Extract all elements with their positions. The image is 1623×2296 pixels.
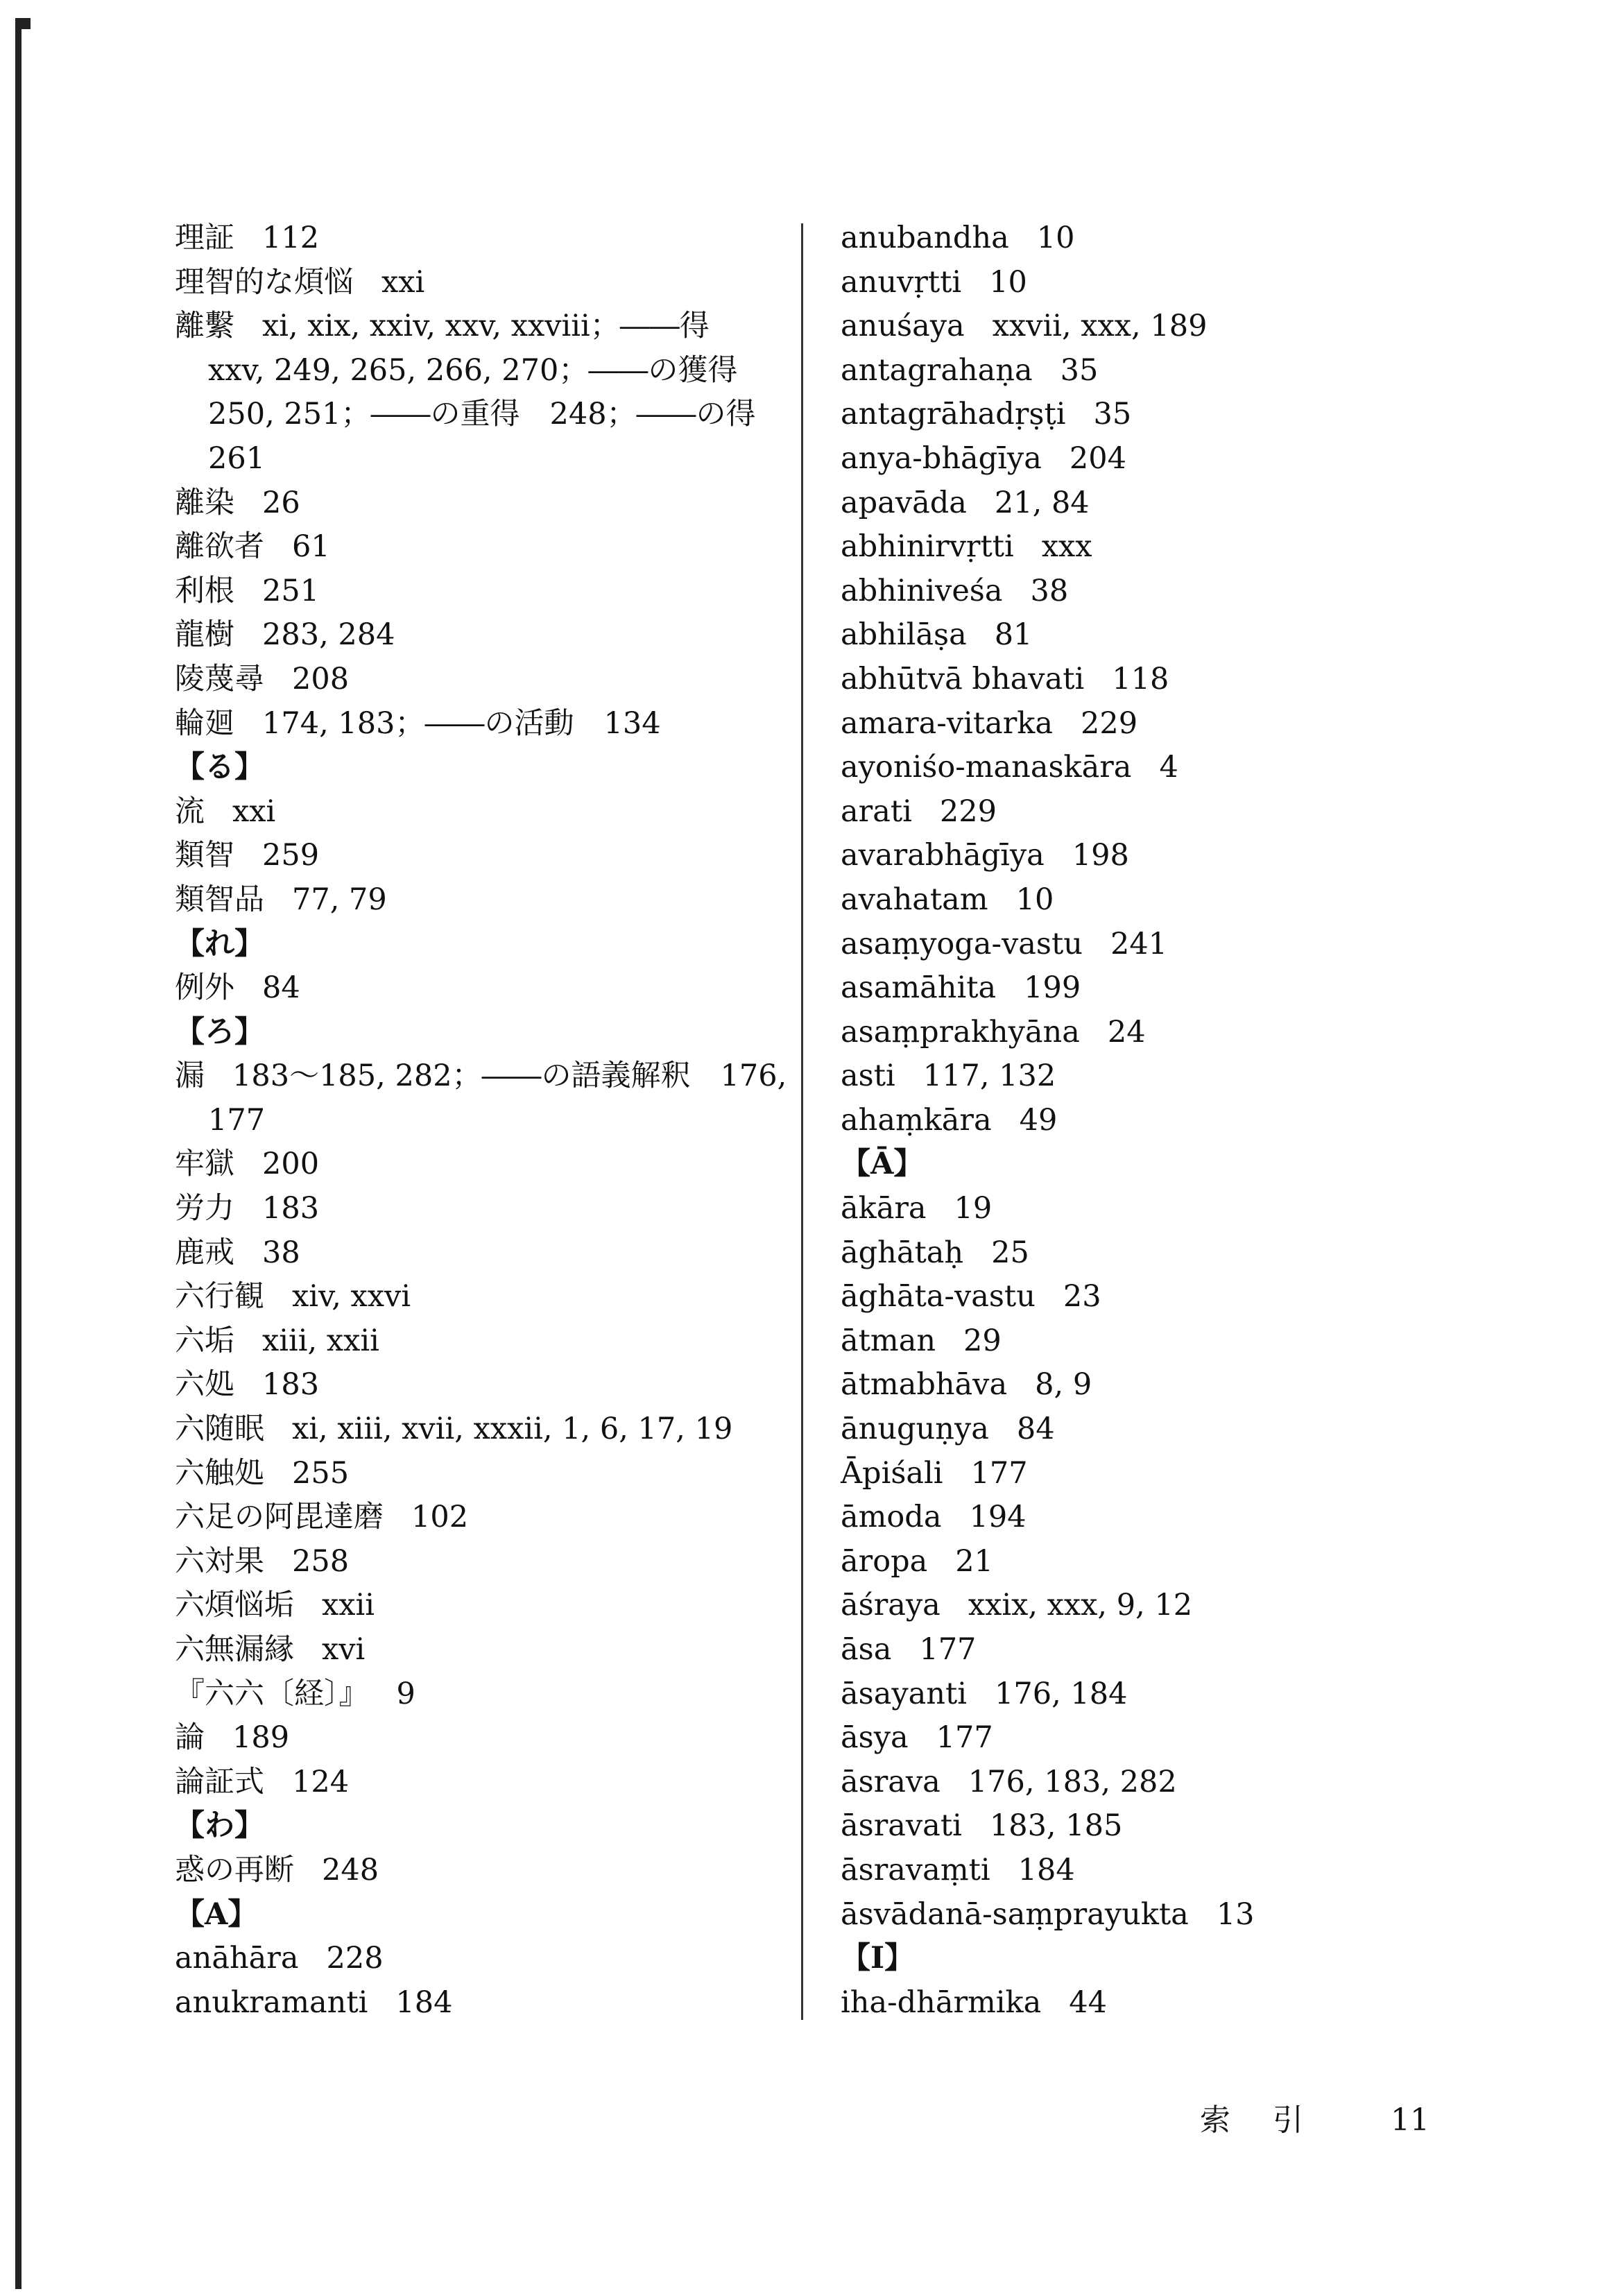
index-term: abhinirvṛtti bbox=[841, 529, 1014, 565]
index-pages: 10 bbox=[1015, 882, 1054, 917]
index-term: asaṃyoga-vastu bbox=[841, 926, 1083, 961]
index-term: avahatam bbox=[841, 882, 988, 917]
index-entry bbox=[841, 1628, 1271, 1672]
index-pages: 49 bbox=[1019, 1102, 1058, 1138]
index-term: 理証 bbox=[175, 221, 234, 255]
index-pages: 200 bbox=[262, 1147, 320, 1182]
index-entry bbox=[175, 1142, 785, 1187]
index-term: 類智品 bbox=[175, 882, 264, 917]
index-term: anya-bhāgīya bbox=[841, 440, 1042, 476]
index-term: 六行観 bbox=[175, 1279, 264, 1314]
index-term: āsravaṃti bbox=[841, 1852, 990, 1887]
index-entry bbox=[841, 790, 1271, 834]
index-entry bbox=[841, 1187, 1271, 1231]
index-entry bbox=[175, 966, 785, 1011]
index-entry bbox=[841, 834, 1271, 878]
index-term: 六処 bbox=[175, 1367, 234, 1403]
section-heading: 【れ】 bbox=[175, 926, 264, 961]
index-entry bbox=[841, 349, 1271, 393]
index-pages: 283, 284 bbox=[262, 617, 395, 653]
index-entry-continuation: xxv, 249, 265, 266, 270；――の獲得 bbox=[208, 352, 738, 388]
index-pages: 183 bbox=[262, 1367, 320, 1403]
index-term: 六煩悩垢 bbox=[175, 1588, 294, 1623]
index-pages: 248 bbox=[322, 1852, 379, 1887]
index-entry bbox=[175, 1760, 785, 1805]
index-pages: 184 bbox=[395, 1985, 453, 2020]
index-pages: xi, xiii, xvii, xxxii, 1, 6, 17, 19 bbox=[292, 1412, 733, 1447]
index-entry bbox=[175, 1672, 785, 1717]
index-term: anukramanti bbox=[175, 1985, 368, 2020]
index-pages: 255 bbox=[292, 1455, 350, 1491]
index-entry bbox=[175, 658, 785, 702]
index-entry bbox=[841, 1584, 1271, 1628]
index-pages: 4 bbox=[1159, 750, 1178, 785]
index-pages: xi, xix, xxiv, xxv, xxviii；――得 bbox=[262, 309, 710, 344]
index-entry bbox=[175, 790, 785, 834]
index-pages: 183 bbox=[262, 1191, 320, 1226]
footer-title-char-1: 索 bbox=[1200, 2102, 1230, 2138]
index-pages: 29 bbox=[963, 1323, 1002, 1358]
index-pages: 177 bbox=[936, 1720, 993, 1756]
index-entry bbox=[175, 702, 785, 746]
index-term: āśraya bbox=[841, 1588, 941, 1623]
index-term: apavāda bbox=[841, 485, 967, 520]
index-term: ākāra bbox=[841, 1191, 927, 1226]
index-term: 類智 bbox=[175, 838, 234, 873]
index-term: 牢獄 bbox=[175, 1147, 234, 1182]
index-entry bbox=[841, 393, 1271, 437]
index-term: anāhāra bbox=[175, 1941, 299, 1976]
index-term: 六足の阿毘達磨 bbox=[175, 1500, 384, 1535]
index-entry bbox=[175, 305, 785, 349]
index-pages: 35 bbox=[1093, 397, 1132, 432]
index-term: 論証式 bbox=[175, 1764, 264, 1799]
index-entry bbox=[841, 1893, 1271, 1937]
binding-edge bbox=[15, 21, 22, 2289]
index-pages: 117, 132 bbox=[922, 1059, 1056, 1094]
index-column-left bbox=[175, 216, 785, 2025]
index-entry bbox=[175, 481, 785, 526]
index-entry bbox=[175, 1187, 785, 1231]
index-term: abhūtvā bhavati bbox=[841, 661, 1085, 696]
index-term: 労力 bbox=[175, 1191, 234, 1226]
section-heading: 【ろ】 bbox=[175, 1014, 264, 1050]
index-term: 例外 bbox=[175, 970, 234, 1006]
index-term: anubandha bbox=[841, 221, 1009, 255]
page-number: 11 bbox=[1391, 2102, 1429, 2138]
index-entry bbox=[841, 746, 1271, 790]
index-term: 輪廻 bbox=[175, 705, 234, 741]
index-entry bbox=[175, 1716, 785, 1760]
index-pages: 176, 183, 282 bbox=[968, 1764, 1177, 1799]
index-term: āsa bbox=[841, 1632, 892, 1667]
index-pages: 23 bbox=[1063, 1279, 1101, 1314]
index-pages: 38 bbox=[262, 1235, 300, 1270]
index-entry bbox=[841, 1319, 1271, 1364]
index-entry bbox=[175, 1275, 785, 1319]
index-entry bbox=[841, 1452, 1271, 1496]
index-entry bbox=[175, 1363, 785, 1407]
index-pages: 208 bbox=[292, 661, 350, 696]
index-pages: 229 bbox=[1080, 705, 1138, 741]
index-pages: 8, 9 bbox=[1035, 1367, 1092, 1403]
index-term: ātmabhāva bbox=[841, 1367, 1008, 1403]
index-entry bbox=[841, 1804, 1271, 1849]
index-pages: 259 bbox=[262, 838, 320, 873]
index-term: anuvṛtti bbox=[841, 264, 962, 300]
index-entry bbox=[175, 613, 785, 658]
index-pages: xxix, xxx, 9, 12 bbox=[968, 1588, 1193, 1623]
index-pages: xxi bbox=[381, 264, 425, 300]
index-term: 陵蔑尋 bbox=[175, 661, 264, 696]
index-entry bbox=[841, 1716, 1271, 1760]
index-pages: 112 bbox=[262, 221, 320, 255]
index-term: arati bbox=[841, 794, 912, 829]
index-entry bbox=[175, 261, 785, 305]
index-pages: 251 bbox=[262, 573, 320, 608]
index-term: 六無漏縁 bbox=[175, 1632, 294, 1667]
index-entry bbox=[841, 1011, 1271, 1055]
index-term: āghātaḥ bbox=[841, 1235, 964, 1270]
index-term: 六触処 bbox=[175, 1455, 264, 1491]
index-entry bbox=[841, 569, 1271, 614]
index-entry bbox=[841, 923, 1271, 967]
index-entry bbox=[175, 834, 785, 878]
index-entry bbox=[841, 1363, 1271, 1407]
index-term: āsrava bbox=[841, 1764, 941, 1799]
index-pages: 198 bbox=[1072, 838, 1129, 873]
index-term: 漏 bbox=[175, 1059, 205, 1094]
index-term: ahaṃkāra bbox=[841, 1102, 992, 1138]
index-term: 離欲者 bbox=[175, 529, 264, 565]
index-pages: 21 bbox=[955, 1543, 993, 1579]
index-entry bbox=[841, 1407, 1271, 1452]
index-term: asaṃprakhyāna bbox=[841, 1014, 1080, 1050]
index-entry bbox=[175, 1849, 785, 1893]
index-pages: 10 bbox=[989, 264, 1027, 300]
index-term: 流 bbox=[175, 794, 205, 829]
index-entry bbox=[175, 878, 785, 923]
index-pages: 44 bbox=[1069, 1985, 1107, 2020]
index-pages: xxx bbox=[1041, 529, 1092, 565]
index-pages: 199 bbox=[1024, 970, 1081, 1006]
index-term: āropa bbox=[841, 1543, 928, 1579]
index-entry-continuation: 250, 251；――の重得 248；――の得 bbox=[208, 397, 756, 432]
index-entry bbox=[841, 1054, 1271, 1099]
section-heading: 【る】 bbox=[175, 750, 264, 785]
index-pages: 228 bbox=[326, 1941, 384, 1976]
index-term: 惑の再断 bbox=[175, 1852, 294, 1887]
index-entry bbox=[841, 305, 1271, 349]
section-heading: 【Ā】 bbox=[841, 1147, 924, 1182]
index-pages: 204 bbox=[1069, 440, 1126, 476]
index-term: 離繫 bbox=[175, 309, 234, 344]
index-pages: 118 bbox=[1112, 661, 1169, 696]
index-entry bbox=[841, 1540, 1271, 1584]
index-pages: 25 bbox=[991, 1235, 1029, 1270]
index-term: anuśaya bbox=[841, 309, 965, 344]
index-pages: xxi bbox=[232, 794, 276, 829]
index-entry bbox=[841, 613, 1271, 658]
index-term: 理智的な煩悩 bbox=[175, 264, 354, 300]
index-pages: xvi bbox=[322, 1632, 366, 1667]
index-term: 『六六〔経〕』 bbox=[175, 1676, 369, 1711]
index-entry bbox=[175, 1584, 785, 1628]
index-pages: 84 bbox=[1016, 1412, 1055, 1447]
index-pages: 194 bbox=[969, 1500, 1027, 1535]
index-pages: 189 bbox=[232, 1720, 290, 1756]
index-pages: xxvii, xxx, 189 bbox=[992, 309, 1208, 344]
index-entry bbox=[841, 437, 1271, 481]
index-term: āghāta-vastu bbox=[841, 1279, 1036, 1314]
index-term: 六垢 bbox=[175, 1323, 234, 1358]
index-term: iha-dhārmika bbox=[841, 1985, 1042, 2020]
index-pages: 183, 185 bbox=[989, 1808, 1123, 1844]
index-term: 論 bbox=[175, 1720, 205, 1756]
index-term: 六随眠 bbox=[175, 1412, 264, 1447]
index-term: 龍樹 bbox=[175, 617, 234, 653]
index-pages: 9 bbox=[396, 1676, 415, 1711]
index-entry bbox=[175, 1937, 785, 1981]
index-entry bbox=[841, 1760, 1271, 1805]
index-entry bbox=[841, 481, 1271, 526]
index-term: amara-vitarka bbox=[841, 705, 1053, 741]
index-entry bbox=[175, 1319, 785, 1364]
index-entry bbox=[841, 966, 1271, 1011]
index-pages: 38 bbox=[1030, 573, 1069, 608]
section-heading: 【わ】 bbox=[175, 1808, 264, 1844]
index-entry bbox=[841, 261, 1271, 305]
index-pages: 84 bbox=[262, 970, 300, 1006]
index-term: avarabhāgīya bbox=[841, 838, 1045, 873]
index-pages: 21, 84 bbox=[994, 485, 1090, 520]
index-entry-continuation: 177 bbox=[208, 1102, 266, 1138]
index-term: Āpiśali bbox=[841, 1455, 943, 1491]
index-pages: 10 bbox=[1036, 221, 1075, 255]
index-pages: 13 bbox=[1216, 1896, 1255, 1932]
index-term: 六対果 bbox=[175, 1543, 264, 1579]
index-entry bbox=[175, 1407, 785, 1452]
index-entry bbox=[841, 216, 1271, 261]
index-pages: 184 bbox=[1017, 1852, 1075, 1887]
index-pages: 174, 183；――の活動 134 bbox=[262, 705, 661, 741]
section-heading: 【A】 bbox=[175, 1896, 258, 1932]
index-pages: 102 bbox=[411, 1500, 469, 1535]
index-pages: 241 bbox=[1110, 926, 1168, 961]
index-entry-continuation: 261 bbox=[208, 440, 266, 476]
index-term: abhiniveśa bbox=[841, 573, 1003, 608]
index-term: 離染 bbox=[175, 485, 234, 520]
index-entry bbox=[841, 658, 1271, 702]
index-entry bbox=[841, 1849, 1271, 1893]
index-pages: xiv, xxvi bbox=[292, 1279, 411, 1314]
index-entry bbox=[175, 1054, 785, 1099]
index-entry bbox=[841, 1981, 1271, 2025]
index-entry bbox=[841, 1231, 1271, 1276]
index-entry bbox=[841, 1099, 1271, 1143]
index-term: 利根 bbox=[175, 573, 234, 608]
index-term: ayoniśo-manaskāra bbox=[841, 750, 1132, 785]
index-term: 鹿戒 bbox=[175, 1235, 234, 1270]
index-pages: xxii bbox=[322, 1588, 375, 1623]
index-entry bbox=[175, 1628, 785, 1672]
footer-title-char-2: 引 bbox=[1273, 2102, 1303, 2138]
index-pages: 19 bbox=[954, 1191, 993, 1226]
index-entry bbox=[841, 1275, 1271, 1319]
index-pages: 124 bbox=[292, 1764, 350, 1799]
index-entry bbox=[175, 216, 785, 261]
index-term: ānuguṇya bbox=[841, 1412, 989, 1447]
index-entry bbox=[175, 1231, 785, 1276]
index-term: āsya bbox=[841, 1720, 909, 1756]
index-term: āsayanti bbox=[841, 1676, 967, 1711]
index-pages: 177 bbox=[919, 1632, 977, 1667]
index-term: asamāhita bbox=[841, 970, 997, 1006]
index-entry bbox=[175, 1496, 785, 1540]
index-entry bbox=[841, 878, 1271, 923]
index-term: antagrahaṇa bbox=[841, 352, 1033, 388]
index-term: āsvādanā-saṃprayukta bbox=[841, 1896, 1189, 1932]
index-pages: 258 bbox=[292, 1543, 350, 1579]
index-entry bbox=[841, 525, 1271, 569]
index-pages: 26 bbox=[262, 485, 300, 520]
index-pages: 229 bbox=[939, 794, 997, 829]
index-pages: 183～185, 282；――の語義解釈 176, bbox=[232, 1059, 787, 1094]
index-entry bbox=[841, 1496, 1271, 1540]
index-term: asti bbox=[841, 1059, 895, 1094]
index-entry bbox=[175, 569, 785, 614]
section-heading: 【I】 bbox=[841, 1941, 915, 1976]
index-term: āmoda bbox=[841, 1500, 942, 1535]
index-entry bbox=[175, 1981, 785, 2025]
index-entry bbox=[175, 525, 785, 569]
index-entry bbox=[841, 702, 1271, 746]
index-pages: 35 bbox=[1060, 352, 1099, 388]
index-pages: xiii, xxii bbox=[262, 1323, 379, 1358]
index-pages: 61 bbox=[292, 529, 330, 565]
index-entry bbox=[841, 1672, 1271, 1717]
index-pages: 24 bbox=[1107, 1014, 1146, 1050]
index-term: āsravati bbox=[841, 1808, 962, 1844]
index-column-right bbox=[841, 216, 1271, 2025]
column-divider bbox=[801, 223, 803, 2020]
index-entry bbox=[175, 1452, 785, 1496]
page-footer bbox=[1200, 2095, 1429, 2139]
index-term: antagrāhadṛṣṭi bbox=[841, 397, 1066, 432]
index-pages: 177 bbox=[970, 1455, 1028, 1491]
index-pages: 81 bbox=[994, 617, 1033, 653]
index-term: ātman bbox=[841, 1323, 936, 1358]
index-term: abhilāṣa bbox=[841, 617, 967, 653]
index-pages: 176, 184 bbox=[995, 1676, 1128, 1711]
index-pages: 77, 79 bbox=[292, 882, 387, 917]
index-entry bbox=[175, 1540, 785, 1584]
